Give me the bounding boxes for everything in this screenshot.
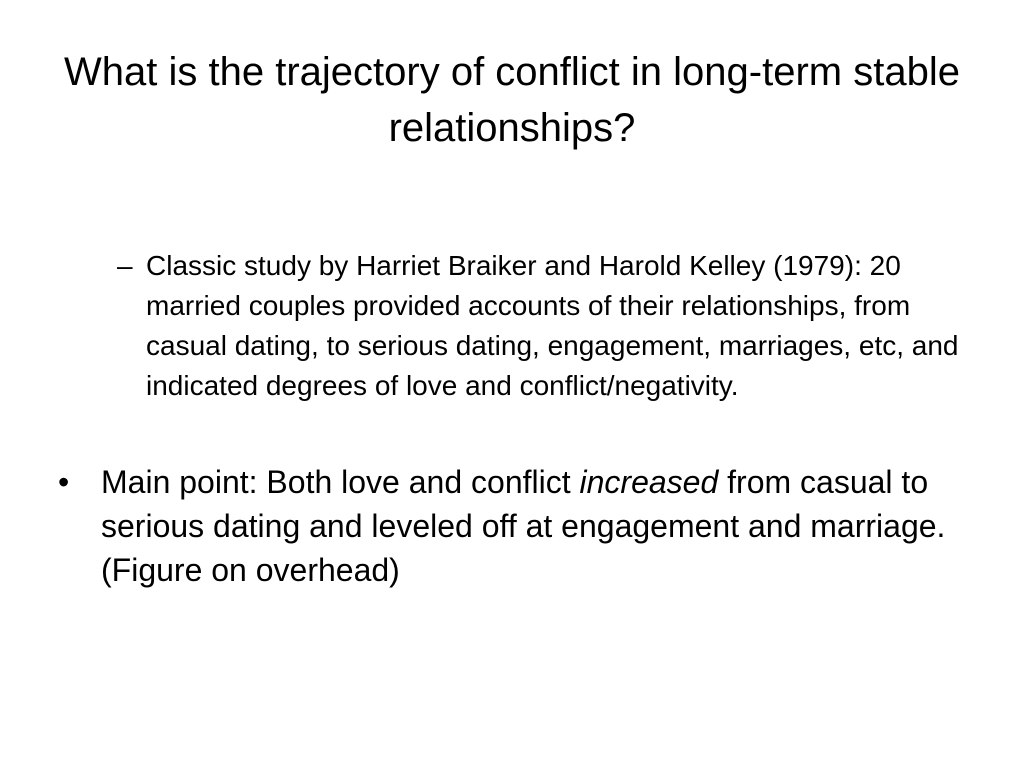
main-bullet-text-end: from casual to serious dating and leveled off at engagement and marriage. (Figure on overhead) (101, 464, 946, 588)
sub-bullet-text: Classic study by Harriet Braiker and Harold Kelley (1979): 20 married couples provided accounts of their relationships, from casual dating, to serious dating, engagement, marriages, etc, and indicated degrees of love and conflict/negativity. (146, 250, 959, 401)
slide-title: What is the trajectory of conflict in long-term stable relationships? (64, 50, 960, 150)
dot-bullet-marker: • (58, 464, 70, 500)
sub-bullet (117, 246, 977, 406)
main-bullet-text-start: Main point: Both love and conflict (101, 464, 580, 500)
main-bullet (58, 460, 978, 592)
main-bullet-emphasis: increased (579, 464, 719, 500)
main-bullet-text (101, 460, 978, 592)
dash-bullet-marker: – (117, 250, 133, 281)
